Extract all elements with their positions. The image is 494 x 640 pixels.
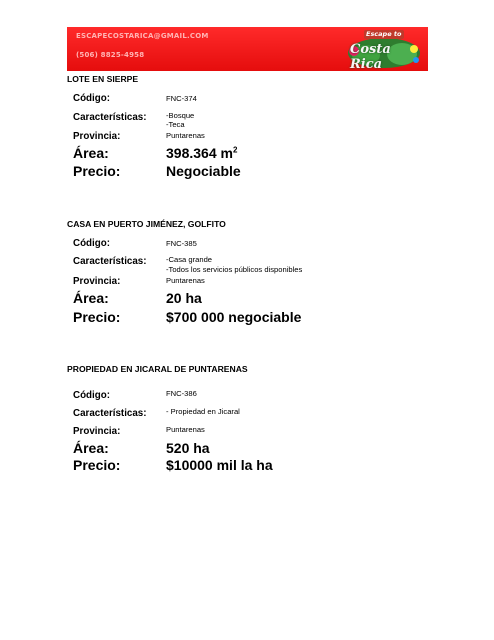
feature-item: -Bosque [166, 111, 195, 120]
listing-title: CASA EN PUERTO JIMÉNEZ, GOLFITO [67, 219, 226, 229]
area-label: Área: [73, 440, 109, 456]
listing-title: PROPIEDAD EN JICARAL DE PUNTARENAS [67, 364, 248, 374]
features-label: Características: [73, 408, 147, 419]
feature-item: -Casa grande [166, 255, 213, 264]
feature-item: -Todos los servicios públicos disponibles [166, 265, 303, 274]
code-value: FNC-374 [166, 94, 197, 103]
price-label: Precio: [73, 163, 121, 179]
price-value: Negociable [166, 163, 241, 179]
code-value: FNC-386 [166, 389, 197, 398]
header-banner [67, 27, 428, 71]
area-value [166, 145, 237, 161]
province-value: Puntarenas [166, 425, 205, 434]
province-label: Provincia: [73, 131, 121, 142]
province-label: Provincia: [73, 426, 121, 437]
listing-title: LOTE EN SIERPE [67, 74, 139, 84]
area-label: Área: [73, 290, 109, 306]
code-value: FNC-385 [166, 239, 197, 248]
price-label: Precio: [73, 457, 121, 473]
code-label: Código: [73, 93, 110, 104]
price-value: $700 000 negociable [166, 309, 302, 325]
area-value: 520 ha [166, 440, 210, 456]
features-label: Características: [73, 256, 147, 267]
code-label: Código: [73, 390, 110, 401]
price-value: $10000 mil la ha [166, 457, 273, 473]
area-unit-exponent: 2 [232, 145, 238, 155]
feature-item: -Teca [166, 120, 185, 129]
province-value: Puntarenas [166, 276, 205, 285]
features-label: Características: [73, 112, 147, 123]
logo-text-bottom: Costa Rica [350, 42, 391, 72]
area-label: Área: [73, 145, 109, 161]
contact-phone[interactable]: (506) 8825-4958 [76, 51, 145, 59]
province-value: Puntarenas [166, 131, 205, 140]
feature-item: - Propiedad en Jicaral [166, 407, 240, 416]
area-number: 398.364 m [166, 145, 233, 161]
province-label: Provincia: [73, 276, 121, 287]
code-label: Código: [73, 238, 110, 249]
price-label: Precio: [73, 309, 121, 325]
escape-to-costa-rica-logo [346, 29, 422, 72]
contact-email[interactable]: ESCAPECOSTARICA@GMAIL.COM [76, 32, 209, 40]
area-value: 20 ha [166, 290, 202, 306]
logo-text-top: Escape to [366, 30, 402, 38]
